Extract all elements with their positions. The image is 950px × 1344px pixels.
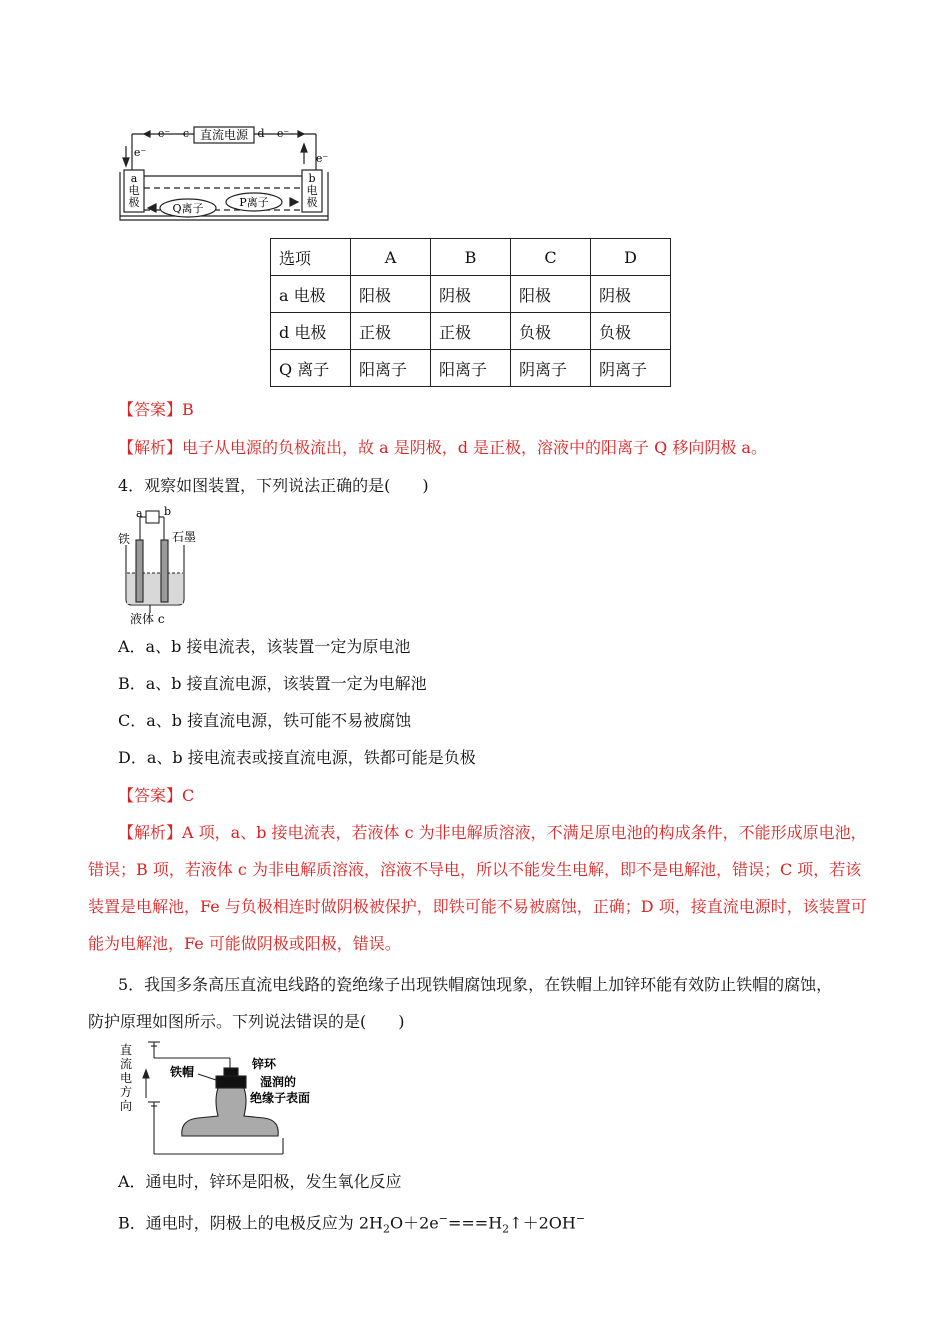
table-cell: 正极	[431, 313, 511, 350]
label-a: a	[136, 507, 143, 520]
table-row	[271, 276, 671, 313]
label-e-right: e⁻	[276, 127, 290, 140]
table-cell: A	[351, 239, 431, 276]
p-ion-label: P离子	[239, 196, 269, 209]
electrode-b-1: b	[308, 172, 316, 185]
electrode-a-2: 电	[128, 184, 140, 197]
table-cell: Q 离子	[271, 350, 351, 387]
optb-pre: B．通电时，阴极上的电极反应为 2H	[118, 1213, 383, 1233]
table-cell: 阳极	[511, 276, 591, 313]
q4-option-d: D．a、b 接电流表或接直流电源，铁都可能是负极	[118, 748, 476, 767]
optb-mid1: O＋2e	[389, 1213, 439, 1233]
table-cell: D	[591, 239, 671, 276]
table-cell: a 电极	[271, 276, 351, 313]
dir-4: 方	[120, 1085, 133, 1099]
insulator-figure	[118, 1040, 328, 1160]
q3-analysis	[118, 438, 767, 458]
dir-3: 电	[120, 1071, 133, 1085]
electrode-a-3: 极	[128, 196, 140, 209]
optb-eq: ===H	[447, 1213, 503, 1233]
table-cell: 阳极	[351, 276, 431, 313]
power-label: 直流电源	[199, 128, 249, 142]
q5-stem-line1: 5．我国多条高压直流电线路的瓷绝缘子出现铁帽腐蚀现象，在铁帽上加锌环能有效防止铁帽的腐蚀，	[118, 975, 833, 994]
q3-analysis-text: 电子从电源的负极流出，故 a 是阴极，d 是正极，溶液中的阳离子 Q 移向阴极 a。	[182, 438, 767, 457]
optb-sup1: −	[438, 1212, 448, 1225]
q4-stem: 4．观察如图装置，下列说法正确的是( )	[118, 476, 429, 495]
dir-2: 流	[120, 1057, 133, 1071]
q3-answer: 【答案】B	[118, 400, 194, 419]
label-e-vright: e⁻	[315, 152, 329, 165]
table-cell: 选项	[271, 239, 351, 276]
label-d: d	[257, 127, 265, 140]
optb-mid2: ↑＋2OH	[509, 1213, 576, 1233]
table-cell: d 电极	[271, 313, 351, 350]
table-cell: 负极	[511, 313, 591, 350]
label-e-vleft: e⁻	[133, 146, 147, 159]
optb-sub2: 2	[502, 1222, 510, 1236]
table-header-row	[271, 239, 671, 276]
table-row	[271, 313, 671, 350]
electrolysis-figure	[118, 122, 346, 226]
label-liquid: 液体 c	[130, 612, 165, 626]
table-row	[271, 350, 671, 387]
dir-5: 向	[120, 1099, 133, 1113]
electrode-b-3: 极	[306, 196, 318, 209]
q4-analysis-text: A 项，a、b 接电流表，若液体 c 为非电解质溶液，不满足原电池的构成条件，不能形成原电池，错误；B 项，若液体 c 为非电解质溶液，溶液不导电，所以不能发生电解，即不是电解池，错误；C 项，若该装置是电解池，Fe 与负极相连时做阴极被保护，即铁可能不易被腐蚀，正确；D 项，接直流电源时，该装置可能为电解池，Fe 可能做阴极或阳极，错误。	[88, 823, 867, 953]
q4-option-c: C．a、b 接直流电源，铁可能不易被腐蚀	[118, 711, 412, 730]
q4-answer: 【答案】C	[118, 786, 195, 805]
q5-option-a: A．通电时，锌环是阳极，发生氧化反应	[118, 1172, 402, 1191]
label-iron-cap: 铁帽	[170, 1065, 195, 1079]
label-c: c	[182, 127, 190, 140]
q4-analysis-tag: 【解析】	[118, 823, 183, 842]
label-b: b	[164, 505, 172, 518]
beaker-figure	[118, 505, 208, 627]
q4-analysis	[88, 814, 868, 962]
dir-1: 直	[120, 1043, 133, 1057]
q4-option-a: A．a、b 接电流表，该装置一定为原电池	[118, 637, 411, 656]
table-cell: 正极	[351, 313, 431, 350]
table-cell: B	[431, 239, 511, 276]
label-wet: 湿润的	[260, 1075, 297, 1089]
options-table	[270, 238, 671, 387]
table-cell: 负极	[591, 313, 671, 350]
optb-sup2: −	[575, 1212, 586, 1225]
q-ion-label: Q离子	[172, 202, 204, 215]
table-cell: 阴离子	[511, 350, 591, 387]
q3-analysis-tag: 【解析】	[118, 438, 183, 457]
q5-option-b	[118, 1209, 585, 1240]
optb-sub1: 2	[382, 1222, 390, 1236]
table-cell: 阴极	[591, 276, 671, 313]
label-e-left: e⁻	[157, 127, 171, 140]
label-iron: 铁	[118, 532, 131, 546]
label-zinc-ring: 锌环	[252, 1057, 277, 1071]
table-cell: 阴极	[431, 276, 511, 313]
table-cell: 阳离子	[351, 350, 431, 387]
table-cell: 阴离子	[591, 350, 671, 387]
electrode-a-1: a	[130, 172, 138, 185]
q4-option-b: B．a、b 接直流电源，该装置一定为电解池	[118, 674, 427, 693]
label-graphite: 石墨	[172, 530, 197, 544]
label-surface: 绝缘子表面	[250, 1091, 311, 1105]
q5-stem-line2: 防护原理如图所示。下列说法错误的是( )	[88, 1012, 405, 1031]
table-cell: C	[511, 239, 591, 276]
electrode-b-2: 电	[306, 184, 318, 197]
table-cell: 阳离子	[431, 350, 511, 387]
